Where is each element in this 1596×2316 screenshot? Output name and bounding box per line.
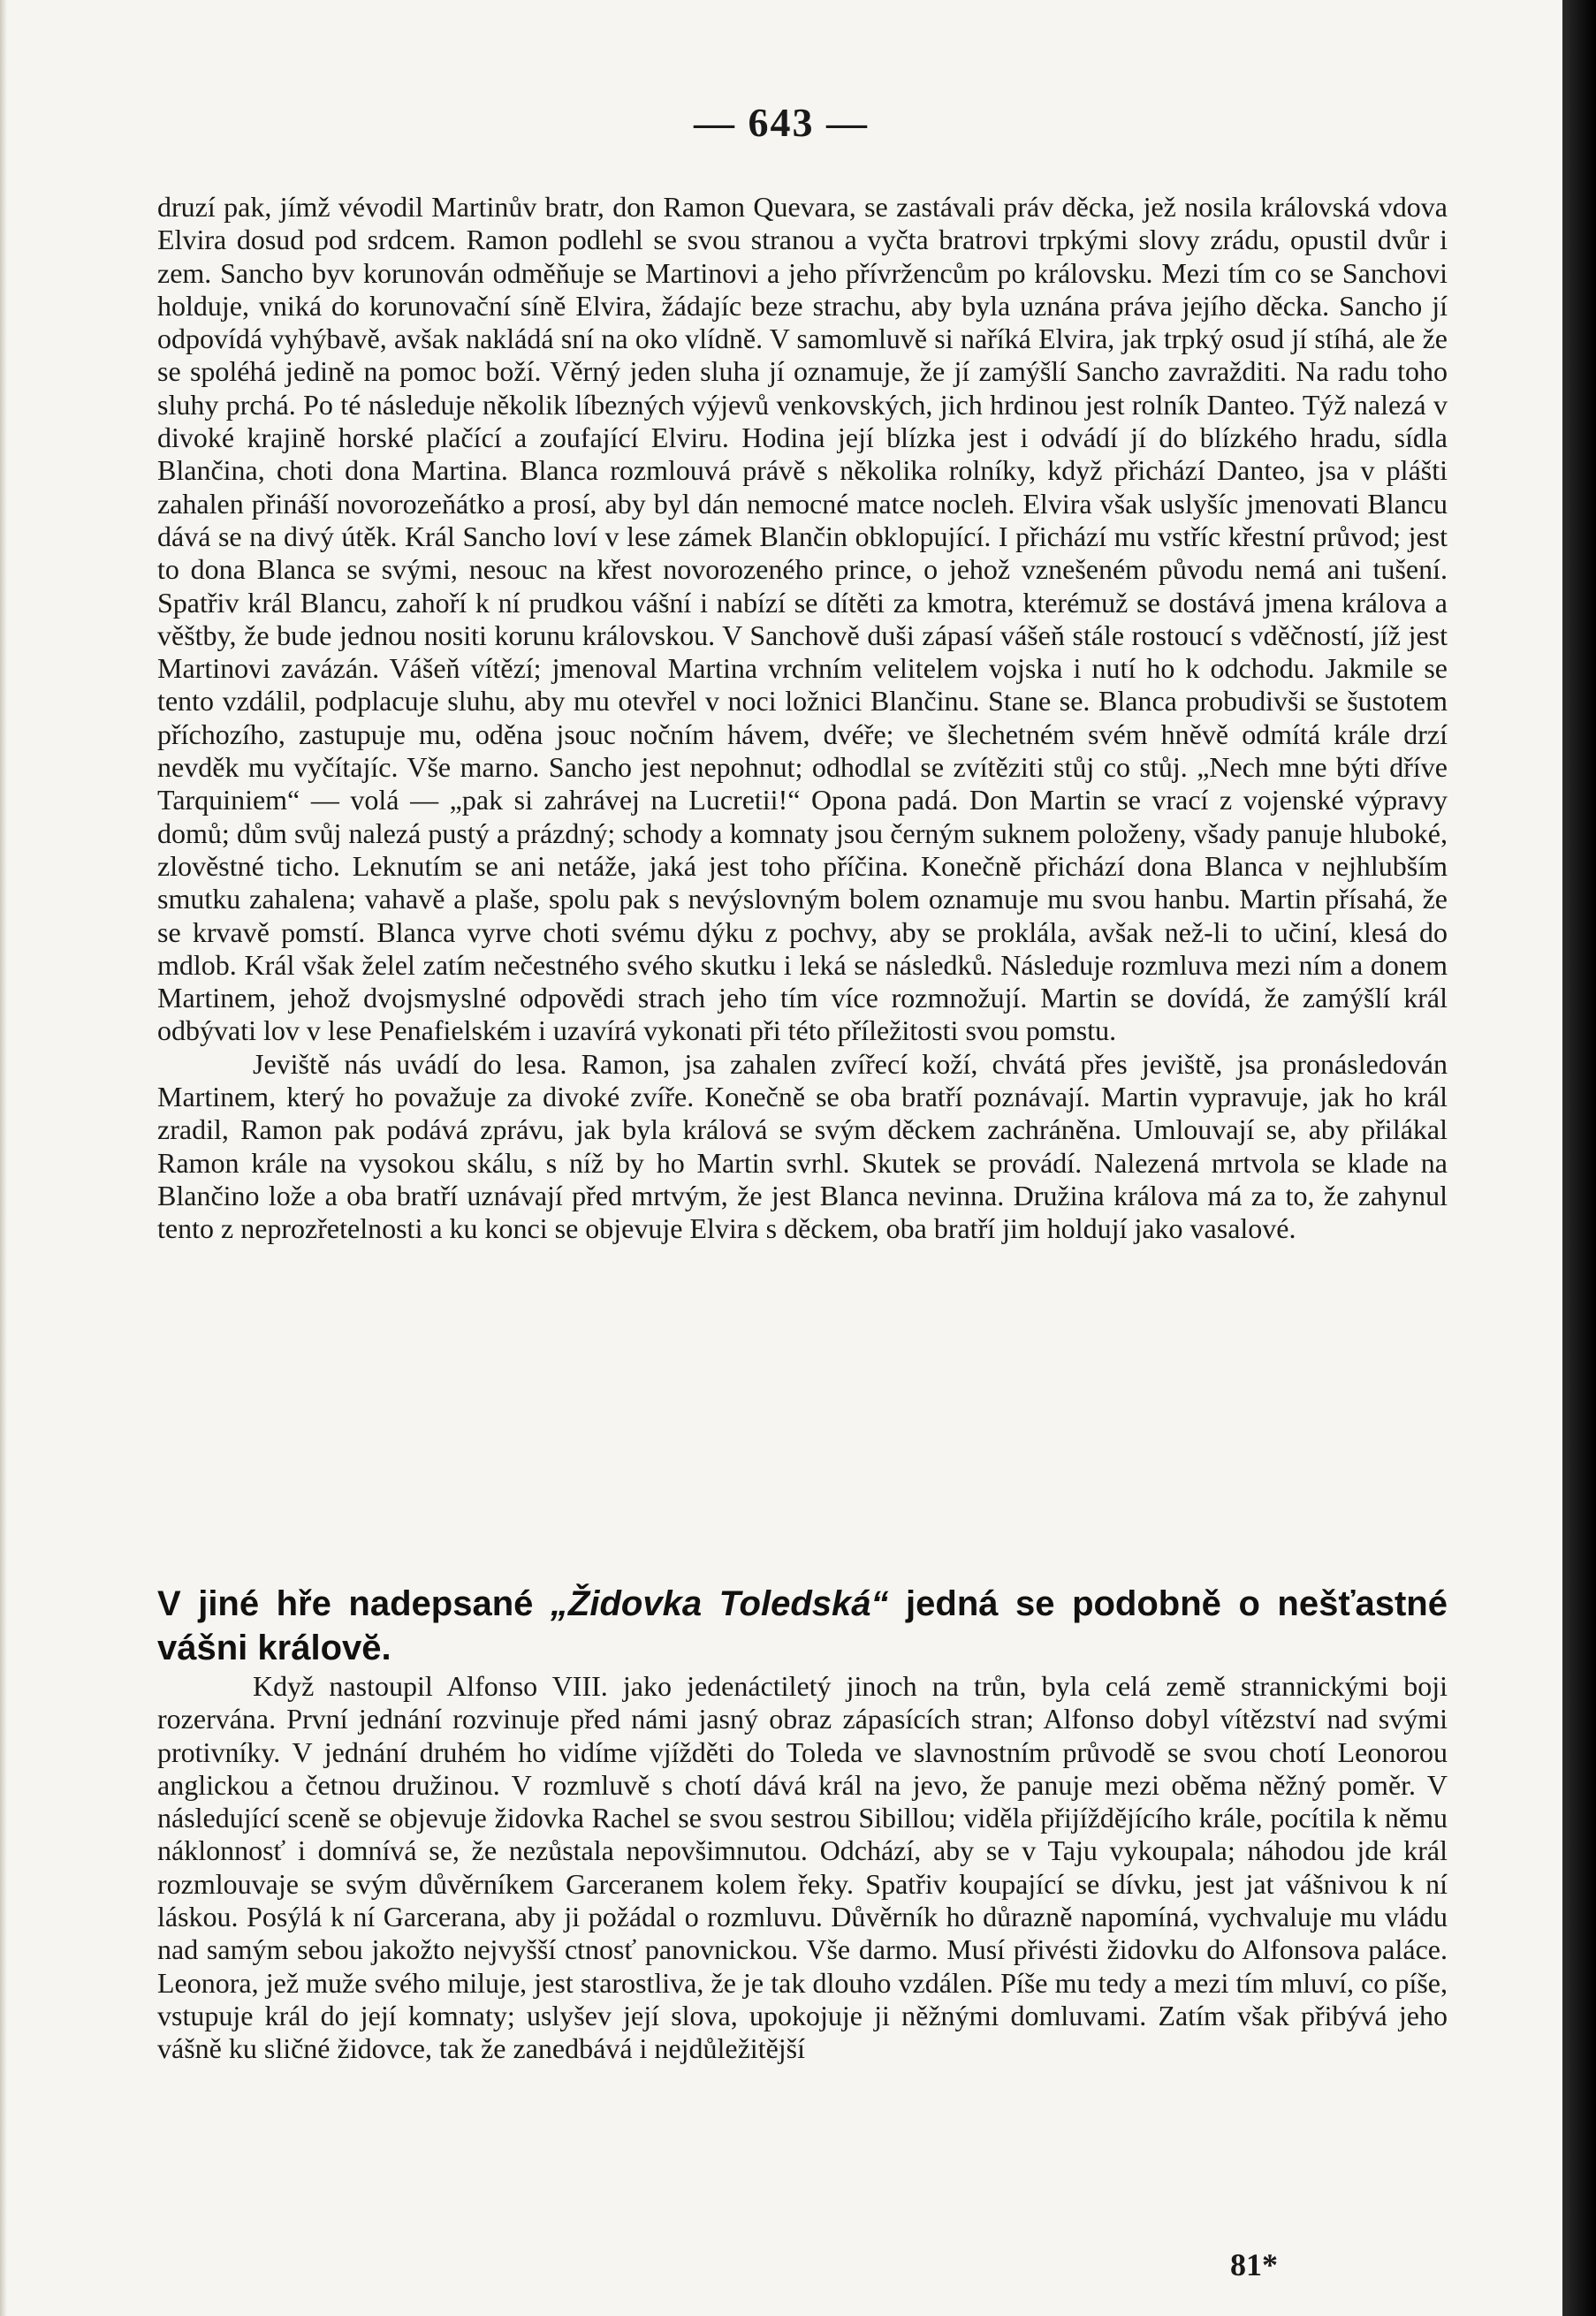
page-number: — 643 — (694, 100, 869, 145)
paragraph-2: Jeviště nás uvádí do lesa. Ramon, jsa zahalen zvířecí koží, chvátá přes jeviště, jsa pronásledován Martinem, který ho považuje za divoké zvíře. Konečně se oba bratří poznávají. Martin vypravuje, jak ho král zradil, Ramon pak podává zprávu, jak byla králová se svým děckem zachráněna. Umlouvají se, aby přilákal Ramon krále na vysokou skálu, s níž by ho Martin svrhl. Skutek se provádí. Nalezená mrtvola se klade na Blančino lože a oba bratří uznávají před mrtvým, že jest Blanca nevinna. Družina králova má za to, že zahynul tento z neprozřetelnosti a ku konci se objevuje Elvira s děckem, oba bratří jim holdují jako vasalové. (157, 1047, 1448, 1245)
section-heading (157, 1582, 1448, 1670)
heading-play-title: „Židovka Toledská“ (550, 1584, 889, 1623)
paragraph-3: Když nastoupil Alfonso VIII. jako jedenáctiletý jinoch na trůn, byla celá země strannickými boji rozervána. První jednání rozvinuje před námi jasný obraz zápasících stran; Alfonso dobyl vítězství nad svými protivníky. V jednání druhém ho vidíme vjížděti do Toleda ve slavnostním průvodě se svou chotí Leonorou anglickou a četnou družinou. V rozmluvě s chotí dává král na jevo, že panuje mezi oběma něžný poměr. V následující sceně se objevuje židovka Rachel se svou sestrou Sibillou; viděla přijíždějícího krále, pocítila k němu náklonnosť i domnívá se, že nezůstala nepovšimnutou. Odchází, aby se v Taju vykoupala; náhodou jde král rozmlouvaje se svým důvěrníkem Garceranem kolem řeky. Spatřiv koupající se dívku, jest jat vášnivou k ní láskou. Posýlá k ní Garcerana, aby ji požádal o rozmluvu. Důvěrník ho důrazně napomíná, vychvaluje mu vládu nad samým sebou jakožto nejvyšší ctnosť panovnickou. Vše darmo. Musí přivésti židovku do Alfonsova paláce. Leonora, jež muže svého miluje, jest starostliva, že je tak dlouho vzdálen. Píše mu tedy a mezi tím mluví, co píše, vstupuje král do její komnaty; uslyšev její slova, upokojuje ji něžnými domluvami. Zatím však přibývá jeho vášně ku sličné židovce, tak že zanedbává i nejdůležitější (157, 1670, 1448, 2065)
text-block-2 (157, 1670, 1448, 2066)
heading-post: jedná se podobně o nešťastné vášni královĕ. (157, 1584, 1448, 1667)
text-block-1 (157, 191, 1448, 1246)
paragraph-1: druzí pak, jímž vévodil Martinův bratr, don Ramon Quevara, se zastávali práv děcka, jež nosila královská vdova Elvira dosud pod srdcem. Ramon podlehl se svou stranou a vyčta bratrovi trpkými slovy zrádu, opustil dvůr i zem. Sancho byv korunován odměňuje se Martinovi a jeho přívržencům po královsku. Mezi tím co se Sanchovi holduje, vniká do korunovační síně Elvira, žádajíc beze strachu, aby byla uznána práva jejího děcka. Sancho jí odpovídá vyhýbavě, avšak nakládá sní na oko vlídně. V samomluvě si naříká Elvira, jak trpký osud jí stíhá, ale že se spoléhá jedině na pomoc boží. Věrný jeden sluha jí oznamuje, že jí zamýšlí Sancho zavražditi. Na radu toho sluhy prchá. Po té následuje několik líbezných výjevů venkovských, jich hrdinou jest rolník Danteo. Týž nalezá v divoké krajině horské plačící a zoufající Elviru. Hodina její blízka jest i odvádí jí do blízkého hradu, sídla Blančina, choti dona Martina. Blanca rozmlouvá právě s několika rolníky, když přichází Danteo, jsa v plášti zahalen přináší novorozeňátko a prosí, aby byl dán nemocné matce nocleh. Elvira však uslyšíc jmenovati Blancu dává se na divý útěk. Král Sancho loví v lese zámek Blančin obklopující. I přichází mu vstříc křestní průvod; jest to dona Blanca se svými, nesouc na křest novorozeného prince, o jehož vznešeném původu nemá ani tušení. Spatřiv král Blancu, zahoří k ní prudkou vášní i nabízí se dítěti za kmotra, kterémuž se dostává jmena králova a věštby, že bude jednou nositi korunu královskou. V Sanchově duši zápasí vášeň stále rostoucí s vděčností, jíž jest Martinovi zavázán. Vášeň vítězí; jmenoval Martina vrchním velitelem vojska i nutí ho k odchodu. Jakmile se tento vzdálil, podplacuje sluhu, aby mu otevřel v noci ložnici Blančinu. Stane se. Blanca probudivši se šustotem příchozího, zastupuje mu, oděna jsouc nočním hávem, dvéře; ve šlechetném svém hněvě odmítá krále drzí nevděk mu vyčítajíc. Vše marno. Sancho jest nepohnut; odhodlal se zvítěziti stůj co stůj. „Nech mne býti dříve Tarquiniem“ — volá — „pak si zahrávej na Lucretii!“ Opona padá. Don Martin se vrací z vojenské výpravy domů; dům svůj nalezá pustý a prázdný; schody a komnaty jsou černým suknem položeny, všady panuje hluboké, zlověstné ticho. Leknutím se ani netáže, jaká jest toho příčina. Konečně přichází dona Blanca v nejhlubším smutku zahalena; vahavě a plaše, spolu pak s nevýslovným bolem oznamuje mu svou hanbu. Martin přísahá, že se krvavě pomstí. Blanca vyrve choti svému dýku z pochvy, aby se proklála, avšak než-li to učiní, klesá do mdlob. Král však želel zatím nečestného svého skutku i leká se následků. Následuje rozmluva mezi ním a donem Martinem, jehož dvojsmyslné odpovědi strach jeho tím více rozmnožují. Martin se dovídá, že zamýšlí král odbývati lov v lese Penafielském i uzavírá vykonati při této příležitosti svou pomstu. (157, 191, 1448, 1047)
heading-pre: V jiné hře nadepsané (157, 1584, 534, 1623)
signature-mark: 81* (1230, 2247, 1278, 2282)
heading-text (157, 1582, 1448, 1670)
page-edge-shadow (1562, 0, 1596, 2316)
page-left-edge (0, 0, 7, 2316)
